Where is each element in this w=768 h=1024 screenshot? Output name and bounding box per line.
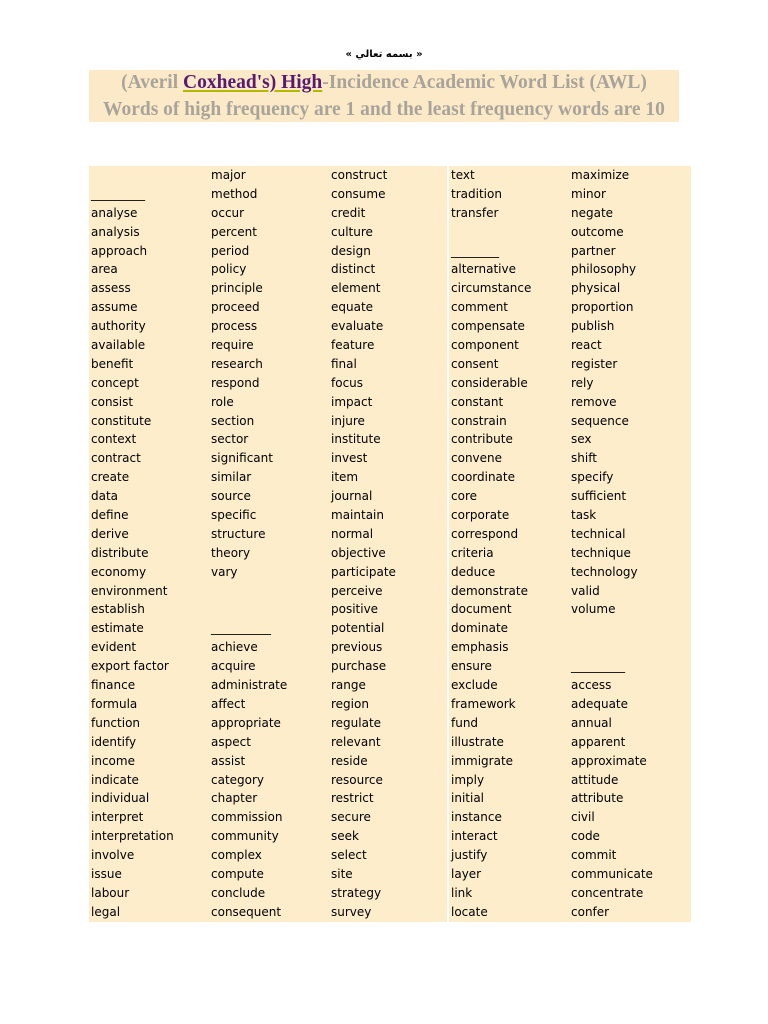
word-item: convene — [451, 451, 503, 466]
word-item: constitute — [91, 413, 152, 428]
word-item: apparent — [571, 734, 626, 749]
word-item: alternative — [451, 262, 516, 277]
word-item: involve — [91, 848, 135, 863]
word-item: role — [211, 394, 234, 409]
word-item: ensure — [451, 659, 492, 674]
word-item: vary — [211, 564, 238, 579]
word-item: philosophy — [571, 262, 637, 277]
word-item: layer — [451, 866, 482, 881]
word-item: process — [211, 319, 258, 334]
word-item: text — [451, 168, 475, 182]
word-item: emphasis — [451, 640, 509, 655]
word-item: select — [331, 848, 367, 863]
word-item: fund — [451, 715, 479, 730]
word-item: compensate — [451, 319, 525, 334]
word-item: attribute — [571, 791, 624, 806]
title-prefix: (Averil — [121, 72, 184, 93]
word-item: illustrate — [451, 734, 504, 749]
word-item: commit — [571, 848, 617, 863]
word-item: equate — [331, 300, 374, 315]
word-item: code — [571, 829, 600, 844]
word-item: source — [211, 489, 251, 504]
word-item: publish — [571, 319, 615, 334]
word-item: assume — [91, 300, 138, 315]
word-item: minor — [571, 186, 606, 201]
word-item: appropriate — [211, 715, 281, 730]
word-item: theory — [211, 545, 251, 560]
word-item: require — [211, 338, 254, 353]
word-item: deduce — [451, 564, 496, 579]
word-item: achieve — [211, 640, 258, 655]
word-item: previous — [331, 640, 383, 655]
word-item: administrate — [211, 678, 288, 693]
word-item: compute — [211, 866, 264, 881]
word-item: injure — [331, 413, 365, 428]
word-item: constant — [451, 394, 504, 409]
word-item: chapter — [211, 791, 258, 806]
word-item: normal — [331, 526, 374, 541]
word-item: region — [331, 696, 369, 711]
word-item: contract — [91, 451, 141, 466]
title-line-2: Words of high frequency are 1 and the least frequency words are 10 — [103, 99, 665, 120]
word-item: contribute — [451, 432, 513, 447]
word-item: coordinate — [451, 470, 516, 485]
word-item: technology — [571, 564, 638, 579]
word-item: outcome — [571, 224, 624, 239]
word-item: perceive — [331, 583, 383, 598]
word-item: regulate — [331, 715, 382, 730]
word-item: core — [451, 489, 477, 504]
word-item: communicate — [571, 866, 653, 881]
word-item: item — [331, 470, 359, 485]
word-item: institute — [331, 432, 381, 447]
word-item: similar — [211, 470, 252, 485]
word-item: establish — [91, 602, 145, 617]
word-item: tradition — [451, 186, 502, 201]
word-item: interact — [451, 829, 498, 844]
word-item: labour — [91, 885, 130, 900]
word-item: dominate — [451, 621, 509, 636]
blank-row — [89, 166, 209, 185]
word-item: purchase — [331, 659, 387, 674]
blank-row — [449, 223, 571, 242]
word-item: valid — [571, 583, 600, 598]
title-line-1 — [89, 72, 679, 94]
word-item: technical — [571, 526, 626, 541]
word-item: consent — [451, 356, 499, 371]
word-item: exclude — [451, 678, 498, 693]
word-column-5 — [569, 166, 691, 922]
word-item: consume — [331, 186, 386, 201]
word-item: maximize — [571, 168, 630, 182]
word-item: circumstance — [451, 281, 532, 296]
word-item: rely — [571, 375, 594, 390]
word-item: complex — [211, 848, 262, 863]
word-item: interpret — [91, 810, 144, 825]
word-item: aspect — [211, 734, 251, 749]
word-item: attitude — [571, 772, 619, 787]
word-item: export factor — [91, 659, 169, 674]
word-item: approach — [91, 243, 148, 258]
word-item: resource — [331, 772, 383, 787]
word-item: community — [211, 829, 279, 844]
word-item: structure — [211, 526, 266, 541]
word-item: final — [331, 356, 357, 371]
word-item: section — [211, 413, 255, 428]
group-separator: _________ — [91, 186, 145, 201]
word-item: instance — [451, 810, 502, 825]
word-item: research — [211, 356, 263, 371]
word-item: sector — [211, 432, 249, 447]
word-item: immigrate — [451, 753, 514, 768]
word-item: element — [331, 281, 381, 296]
word-item: considerable — [451, 375, 528, 390]
word-item: estimate — [91, 621, 144, 636]
word-item: available — [91, 338, 146, 353]
word-item: civil — [571, 810, 595, 825]
word-item: issue — [91, 866, 122, 881]
word-item: secure — [331, 810, 371, 825]
header-basmala: « بسمه تعالي » — [345, 49, 423, 60]
word-item: function — [91, 715, 141, 730]
word-item: react — [571, 338, 602, 353]
word-item: demonstrate — [451, 583, 528, 598]
word-item: data — [91, 489, 119, 504]
word-item: imply — [451, 772, 485, 787]
word-item: technique — [571, 545, 631, 560]
group-separator: _________ — [571, 659, 625, 674]
word-column-3 — [329, 166, 447, 922]
word-item: strategy — [331, 885, 382, 900]
word-item: proceed — [211, 300, 260, 315]
title-author-highlight: Coxhead's) High — [183, 72, 323, 93]
word-item: concept — [91, 375, 139, 390]
word-item: negate — [571, 205, 614, 220]
word-item: sequence — [571, 413, 629, 428]
word-item: specific — [211, 508, 257, 523]
word-item: shift — [571, 451, 597, 466]
word-item: comment — [451, 300, 509, 315]
word-item: distribute — [91, 545, 149, 560]
word-item: individual — [91, 791, 150, 806]
word-item: adequate — [571, 696, 629, 711]
word-item: feature — [331, 338, 375, 353]
group-separator: __________ — [211, 621, 271, 636]
word-item: approximate — [571, 753, 647, 768]
word-item: affect — [211, 696, 246, 711]
word-item: income — [91, 753, 135, 768]
word-item: consist — [91, 394, 134, 409]
word-item: authority — [91, 319, 146, 334]
word-item: context — [91, 432, 137, 447]
word-item: maintain — [331, 508, 384, 523]
word-item: legal — [91, 904, 121, 919]
word-item: create — [91, 470, 130, 485]
blank-row — [569, 619, 691, 638]
word-item: occur — [211, 205, 245, 220]
word-item: transfer — [451, 205, 499, 220]
word-item: assess — [91, 281, 131, 296]
word-item: acquire — [211, 659, 256, 674]
word-item: economy — [91, 564, 147, 579]
word-item: impact — [331, 394, 373, 409]
word-item: method — [211, 186, 258, 201]
word-item: range — [331, 678, 366, 693]
word-item: correspond — [451, 526, 519, 541]
word-column-2 — [209, 166, 329, 922]
word-item: environment — [91, 583, 168, 598]
word-item: positive — [331, 602, 379, 617]
word-item: policy — [211, 262, 247, 277]
word-item: physical — [571, 281, 621, 296]
word-item: design — [331, 243, 371, 258]
word-item: remove — [571, 394, 617, 409]
word-item: site — [331, 866, 353, 881]
word-item: specify — [571, 470, 614, 485]
word-item: area — [91, 262, 118, 277]
word-column-1 — [89, 166, 209, 922]
word-item: construct — [331, 168, 388, 182]
word-item: benefit — [91, 356, 134, 371]
word-item: derive — [91, 526, 129, 541]
word-item: culture — [331, 224, 373, 239]
word-item: objective — [331, 545, 386, 560]
word-item: access — [571, 678, 612, 693]
word-item: identify — [91, 734, 137, 749]
title-suffix: -Incidence Academic Word List (AWL) — [322, 72, 647, 93]
word-item: reside — [331, 753, 368, 768]
word-item: interpretation — [91, 829, 174, 844]
word-item: concentrate — [571, 885, 644, 900]
blank-row — [209, 582, 329, 601]
word-item: invest — [331, 451, 368, 466]
blank-row — [209, 600, 329, 619]
word-item: corporate — [451, 508, 510, 523]
word-item: partner — [571, 243, 616, 258]
group-separator: ________ — [451, 243, 499, 258]
word-item: sex — [571, 432, 592, 447]
word-item: respond — [211, 375, 260, 390]
word-item: seek — [331, 829, 359, 844]
word-item: proportion — [571, 300, 634, 315]
word-item: assist — [211, 753, 246, 768]
word-item: analysis — [91, 224, 140, 239]
word-item: initial — [451, 791, 484, 806]
word-item: framework — [451, 696, 516, 711]
word-item: participate — [331, 564, 396, 579]
word-item: significant — [211, 451, 273, 466]
word-item: evaluate — [331, 319, 384, 334]
word-item: major — [211, 168, 246, 182]
word-item: link — [451, 885, 473, 900]
word-item: register — [571, 356, 618, 371]
word-item: analyse — [91, 205, 138, 220]
word-item: sufficient — [571, 489, 627, 504]
word-item: percent — [211, 224, 257, 239]
word-item: task — [571, 508, 597, 523]
word-item: distinct — [331, 262, 376, 277]
word-item: focus — [331, 375, 364, 390]
word-item: define — [91, 508, 129, 523]
word-item: credit — [331, 205, 366, 220]
blank-row — [569, 638, 691, 657]
word-item: consequent — [211, 904, 282, 919]
word-item: constrain — [451, 413, 507, 428]
word-item: document — [451, 602, 512, 617]
word-item: period — [211, 243, 250, 258]
word-item: survey — [331, 904, 372, 919]
word-item: category — [211, 772, 265, 787]
word-item: indicate — [91, 772, 139, 787]
word-item: criteria — [451, 545, 494, 560]
word-item: commission — [211, 810, 283, 825]
word-item: annual — [571, 715, 612, 730]
word-item: volume — [571, 602, 616, 617]
word-item: potential — [331, 621, 385, 636]
word-item: relevant — [331, 734, 381, 749]
word-item: evident — [91, 640, 137, 655]
word-item: restrict — [331, 791, 374, 806]
word-item: finance — [91, 678, 136, 693]
word-item: component — [451, 338, 519, 353]
word-column-4 — [449, 166, 571, 922]
word-item: conclude — [211, 885, 266, 900]
word-item: justify — [451, 848, 488, 863]
word-item: confer — [571, 904, 610, 919]
word-item: journal — [331, 489, 373, 504]
word-item: locate — [451, 904, 488, 919]
word-item: principle — [211, 281, 263, 296]
word-item: formula — [91, 696, 138, 711]
